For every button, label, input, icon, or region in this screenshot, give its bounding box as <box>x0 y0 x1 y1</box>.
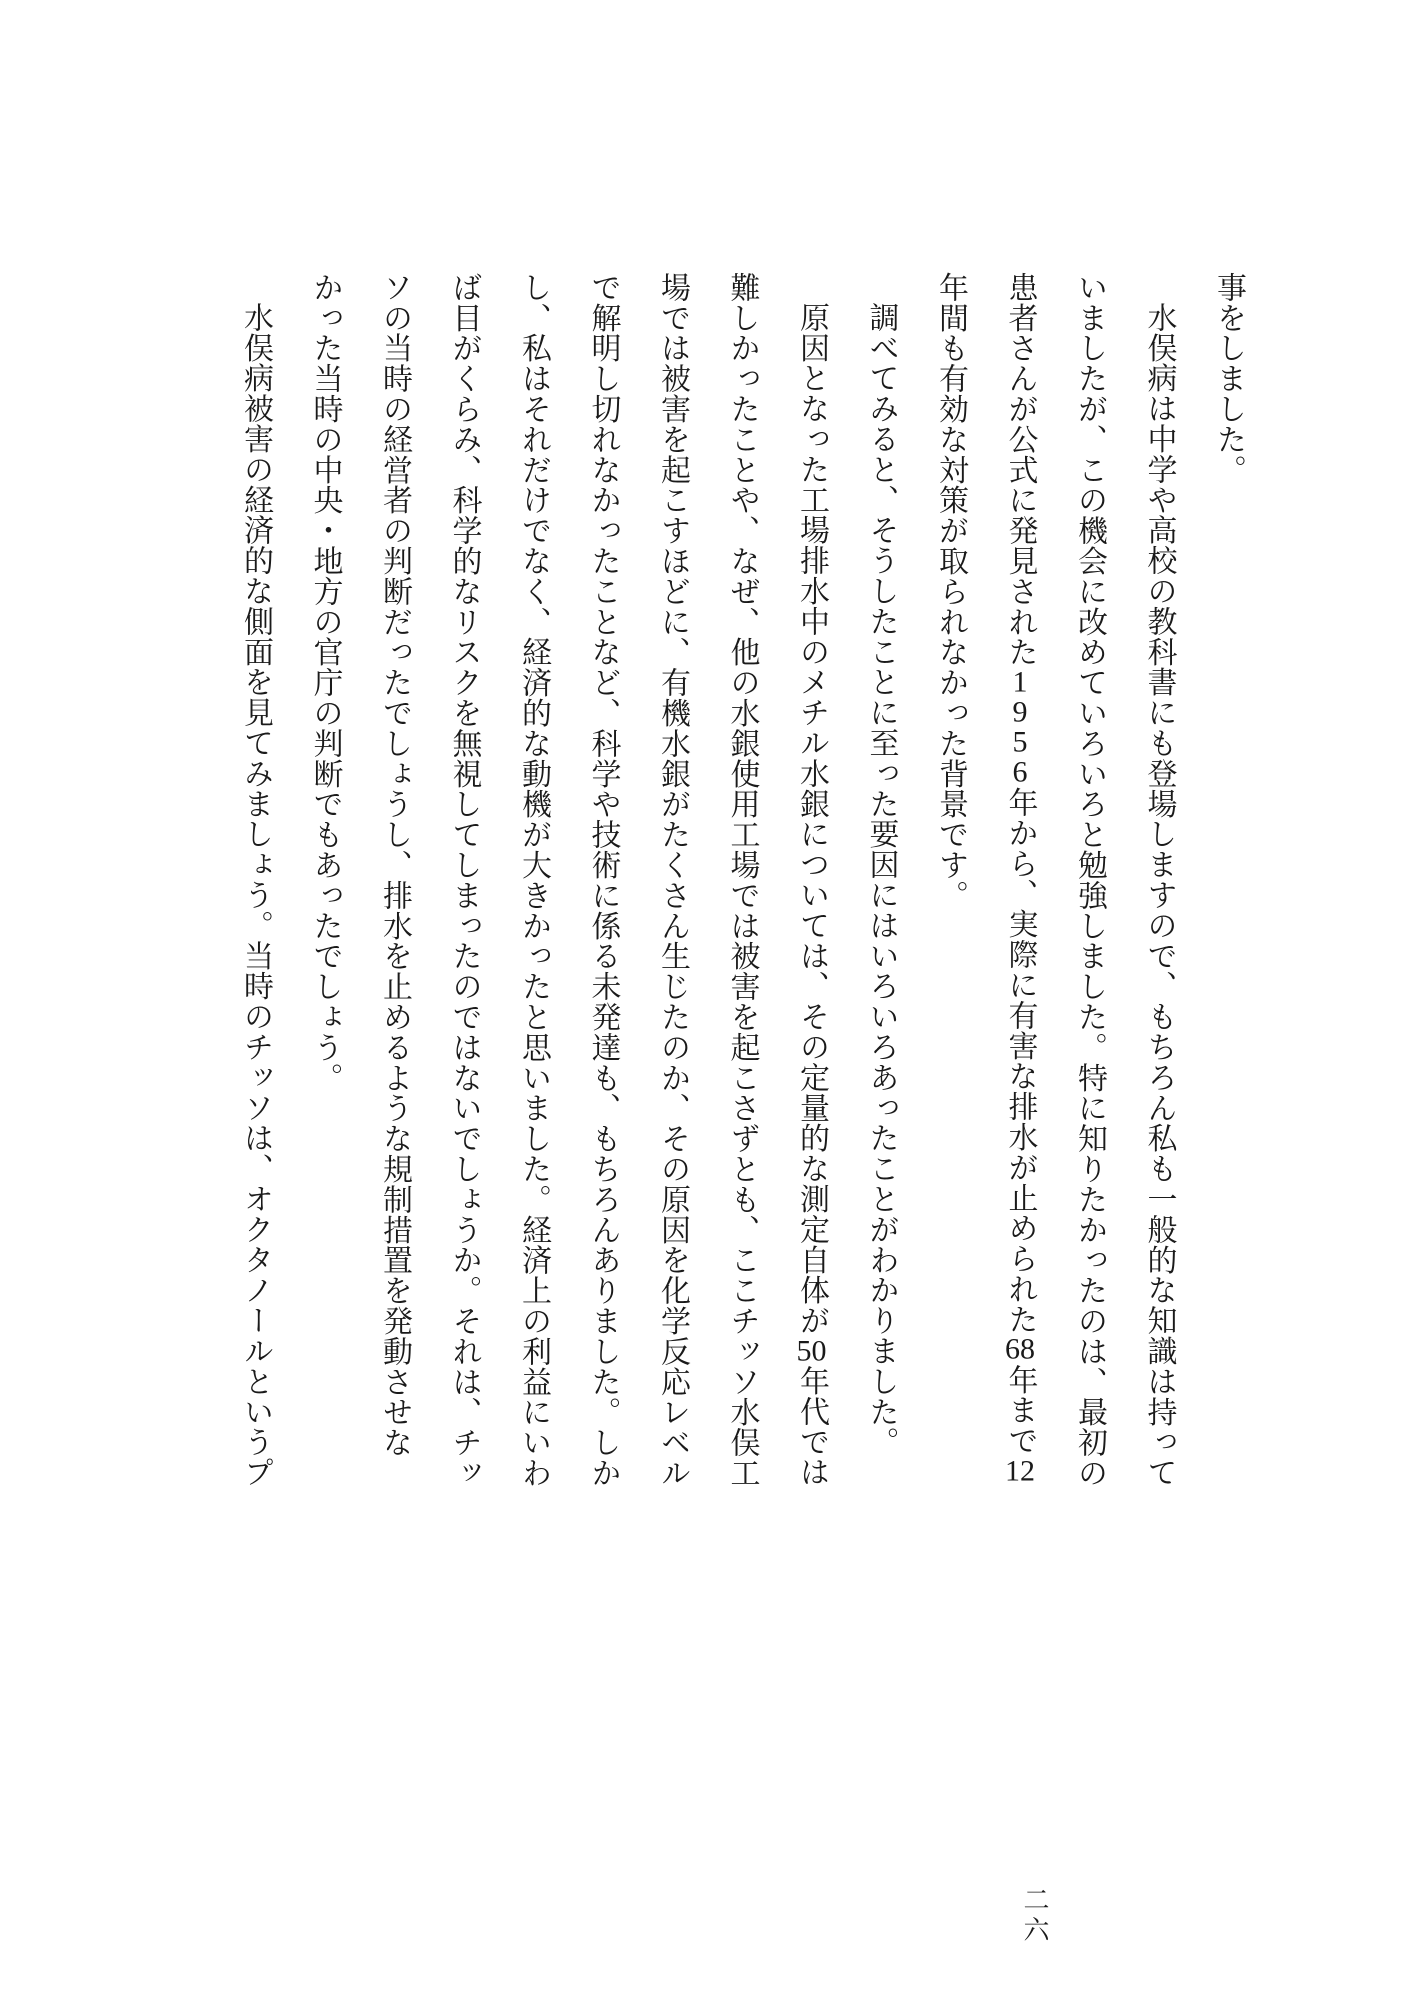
tatechuyoko-number: 68 <box>1005 1334 1035 1365</box>
paragraph <box>916 272 1194 1488</box>
text-line: 難しかったことや、なぜ、他の水銀使用工場では被害を起こさずとも、ここチッソ水俣工 <box>725 272 759 1488</box>
text-line: 水俣病は中学や高校の教科書にも登場しますので、もちろん私も一般的な知識は持って <box>1142 302 1176 1488</box>
text-line: かった当時の中央・地方の官庁の判断でもあったでしょう。 <box>308 272 342 1093</box>
text-line: 年間も有効な対策が取られなかった背景です。 <box>934 272 967 911</box>
upright-number-digit: 5 <box>1012 727 1028 758</box>
text-line: 水俣病被害の経済的な側面を見てみましょう。当時のチッソは、オクタノールというプ <box>239 302 272 1488</box>
vertical-text-block <box>221 272 1264 1488</box>
text-line: 場では被害を起こすほどに、有機水銀がたくさん生じたのか、その原因を化学反応レベル <box>656 272 689 1488</box>
text-line: ソの当時の経営者の判断だったでしょうし、排水を止めるような規制措置を発動させな <box>378 272 411 1458</box>
text-line: 患者さんが公式に発見された1956年から、実際に有害な排水が止められた68年まで12 <box>1003 272 1037 1486</box>
text-line: 事をしました。 <box>1212 272 1245 485</box>
paragraph <box>846 272 916 1488</box>
text-line: で解明し切れなかったことなど、科学や技術に係る未発達も、もちろんありました。しか <box>586 272 620 1488</box>
page-number: 二六 <box>1020 1886 1049 1946</box>
tatechuyoko-number: 50 <box>796 1336 827 1366</box>
upright-number-digit: 6 <box>1012 757 1028 788</box>
text-line: 調べてみると、そうしたことに至った要因にはいろいろあったことがわかりました。 <box>864 302 898 1458</box>
text-line: いましたが、この機会に改めていろいろと勉強しました。特に知りたかったのは、最初の <box>1073 272 1106 1488</box>
text-line: し、私はそれだけでなく、経済的な動機が大きかったと思いました。経済上の利益にいわ <box>517 272 550 1488</box>
upright-number-digit: 9 <box>1012 697 1028 728</box>
tatechuyoko-number: 12 <box>1005 1455 1035 1486</box>
text-line: 原因となった工場排水中のメチル水銀については、その定量的な測定自体が50年代では <box>795 302 828 1488</box>
paragraph <box>290 272 846 1488</box>
text-line: ば目がくらみ、科学的なリスクを無視してしまったのではないでしょうか。それは、チッ <box>447 272 481 1488</box>
upright-number-digit: 1 <box>1012 667 1028 698</box>
paragraph <box>221 272 291 1488</box>
paragraph <box>1194 272 1264 1488</box>
